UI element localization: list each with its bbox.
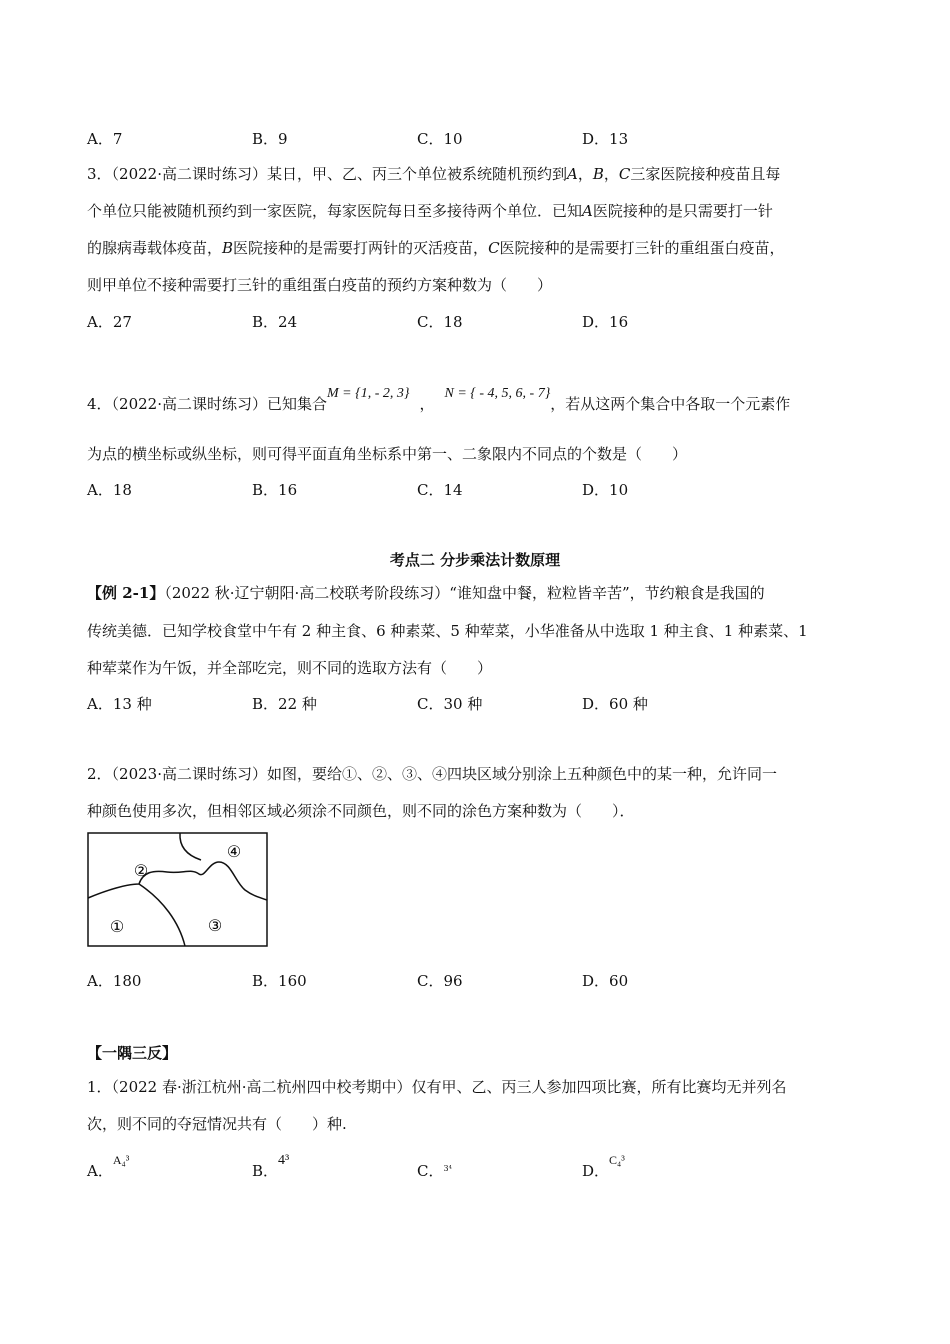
example-2-1-line-2: 传统美德．已知学校食堂中午有 2 种主食、6 种素菜、5 种荤菜，小华准备从中选取 1 种主食、1 种素菜、1 [87,622,808,640]
set-n: N = { - 4, 5, 6, - 7} [444,386,551,401]
option-c: C．14 [417,481,463,499]
coloring-question-line-2: 种颜色使用多次，但相邻区域必须涂不同颜色，则不同的涂色方案种数为（ ）． [87,802,635,820]
option-d: D．16 [582,313,629,331]
example-2-1-options [87,693,787,715]
q3-line-1: 3．（2022·高二课时练习）某日，甲、乙、丙三个单位被系统随机预约到A，B，C三家医院接种疫苗且每 [87,165,781,183]
option-d: D．13 [582,130,629,148]
set-m: M = {1, - 2, 3} [327,386,410,401]
region-4-label: ④ [226,842,242,861]
option-a: A．7 [87,130,123,148]
example-tag: 【例 2-1】 [87,584,165,602]
option-d: D．$^{C_4^3}$ [582,1153,625,1180]
example-2-1-line-1: 【例 2-1】（2022 秋·辽宁朝阳·高二校联考阶段练习）“谁知盘中餐，粒粒皆辛苦”，节约粮食是我国的 [87,584,765,602]
practice-title: 【一隅三反】 [87,1044,178,1062]
option-a: A．13 种 [87,695,152,713]
region-1-label: ① [109,917,125,936]
option-b: B．4³ [252,1153,290,1180]
option-b: B．24 [252,313,298,331]
option-a: A．18 [87,481,132,499]
q3-options [87,311,787,333]
coloring-question-line-1: 2．（2023·高二课时练习）如图，要给①、②、③、④四块区域分别涂上五种颜色中的某一种，允许同一 [87,765,777,783]
option-c: C．18 [417,313,463,331]
option-d: D．60 [582,972,629,990]
q2-options [87,128,787,150]
option-a: A．$^{A_4^3}$ [87,1153,130,1180]
option-b: B．22 种 [252,695,317,713]
region-3-label: ③ [207,916,223,935]
option-a: A．180 [87,972,142,990]
option-b: B．9 [252,130,288,148]
q4-options [87,479,787,501]
option-d: D．60 种 [582,695,648,713]
option-b: B．160 [252,972,307,990]
example-2-1-line-3: 种荤菜作为午饭，并全部吃完，则不同的选取方法有（ ） [87,659,493,677]
section-title: 考点二 分步乘法计数原理 [389,551,561,569]
q4-line-2: 为点的横坐标或纵坐标，则可得平面直角坐标系中第一、二象限内不同点的个数是（ ） [87,445,688,463]
practice-question-line-1: 1．（2022 春·浙江杭州·高二杭州四中校考期中）仅有甲、乙、丙三人参加四项比赛，所有比赛均无并列名 [87,1078,787,1096]
option-c: C．10 [417,130,463,148]
q3-line-3: 的腺病毒载体疫苗，B医院接种的是需要打两针的灭活疫苗，C医院接种的是需要打三针的重组蛋白疫苗， [87,239,785,257]
option-c: C．96 [417,972,463,990]
option-c: C．30 种 [417,695,483,713]
region-2-label: ② [133,861,149,880]
practice-question-line-2: 次，则不同的夺冠情况共有（ ）种. [87,1115,347,1133]
region-map-figure [87,832,269,948]
q3-line-4: 则甲单位不接种需要打三针的重组蛋白疫苗的预约方案种数为（ ） [87,276,553,294]
q3-line-2: 个单位只能被随机预约到一家医院，每家医院每日至多接待两个单位．已知A医院接种的是只需要打一针 [87,202,773,220]
option-c: C．$^{3^4}$ [417,1162,452,1180]
option-d: D．10 [582,481,629,499]
coloring-question-options [87,970,787,992]
option-a: A．27 [87,313,132,331]
option-b: B．16 [252,481,298,499]
q4-line-1: 4．（2022·高二课时练习）已知集合M = {1, - 2, 3}，N = { - 4, 5, 6, - 7}，若从这两个集合中各取一个元素作 [87,386,791,413]
practice-options [87,1153,787,1182]
